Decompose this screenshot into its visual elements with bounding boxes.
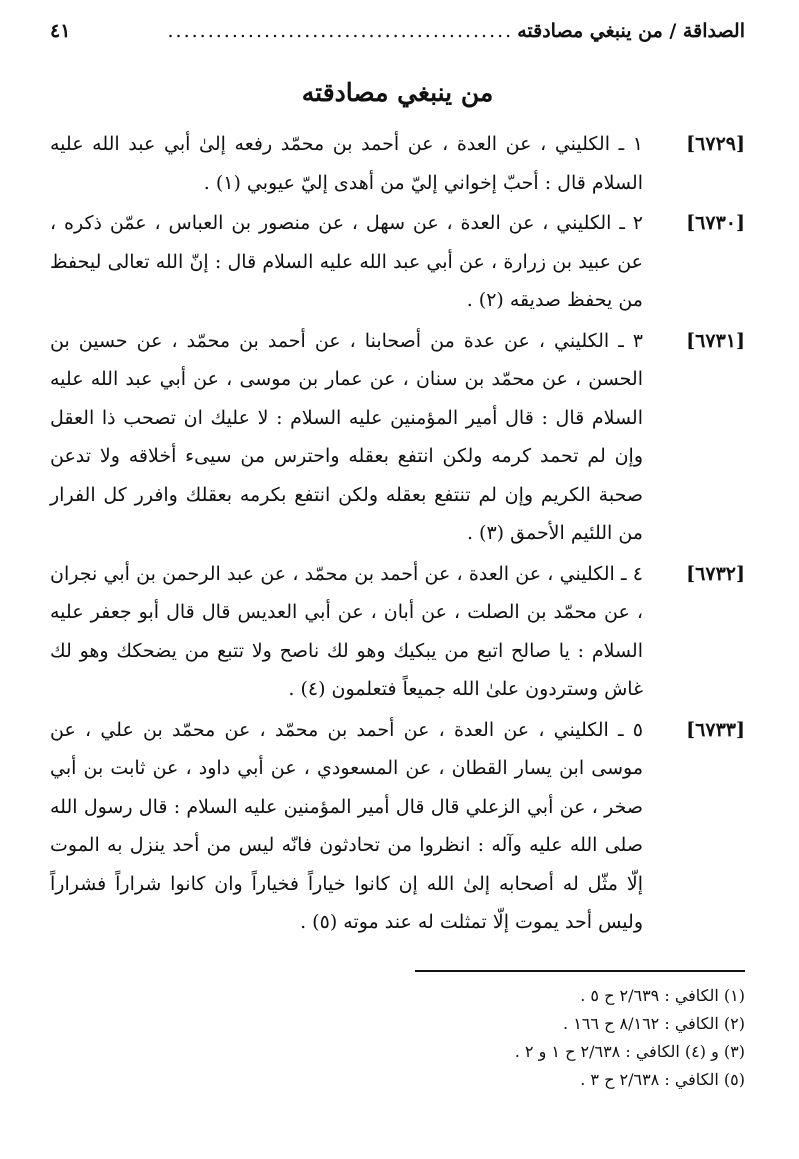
hadith-number: [٦٧٣٣] (686, 718, 745, 741)
hadith-text: ٢ ـ الكليني ، عن العدة ، عن سهل ، عن منصور بن العباس ، عمّن ذكره ، عن عبيد بن زرارة ، عن أبي عبد الله عليه السلام قال : إنّ الله تعالى ليحفظ من يحفظ صديقه (٢) . (50, 212, 643, 311)
running-head-leader-dots: ........................................... (167, 20, 514, 42)
hadith-number: [٦٧٣٠] (686, 212, 745, 234)
running-head-title: الصداقة / من ينبغي مصادقته (517, 20, 745, 42)
hadith-entry (50, 555, 745, 709)
running-head (50, 20, 745, 52)
hadith-number: [٦٧٣١] (686, 329, 745, 352)
hadith-text: ١ ـ الكليني ، عن العدة ، عن أحمد بن محمّد رفعه إلىٰ أبي عبد الله عليه السلام قال : أحبّ إخواني إليّ من أهدى إليّ عيوبي (١) . (50, 133, 643, 194)
hadith-text: ٥ ـ الكليني ، عن العدة ، عن أحمد بن محمّد ، عن محمّد بن علي ، عن موسى ابن يسار القطان ، عن المسعودي ، عن أبي داود ، عن ثابت بن أبي صخر ، عن أبي الزعلي قال قال أمير المؤمنين عليه السلام : قال رسول الله صلى الله عليه وآله : انظروا من تحادثون فانّه ليس من أحد ينزل به الموت إلّا مثّل له أصحابه إلىٰ الله إن كانوا خياراً فخياراً وان كانوا شراراً فشراراً وليس أحد يموت إلّا تمثلت له عند موته (٥) . (50, 718, 643, 933)
footnote: (١) الكافي : ٢/٦٣٩ ح ٥ . (580, 985, 745, 1005)
footnote: (٢) الكافي : ٨/١٦٢ ح ١٦٦ . (563, 1013, 745, 1033)
hadith-entry (50, 322, 745, 553)
footnote: (٥) الكافي : ٢/٦٣٨ ح ٣ . (580, 1069, 745, 1089)
hadith-entry (50, 125, 745, 202)
footnote-divider (415, 970, 745, 972)
book-page (50, 20, 745, 1140)
hadith-number: [٦٧٣٢] (686, 562, 745, 585)
hadith-text: ٤ ـ الكليني ، عن العدة ، عن أحمد بن محمّد ، عن عبد الرحمن بن أبي نجران ، عن محمّد بن الصلت ، عن أبان ، عن أبي العديس قال قال أبو جعفر عليه السلام : يا صالح اتبع من يبكيك وهو لك ناصح ولا تتبع من يضحكك وهو لك غاش وستردون علىٰ الله جميعاً فتعلمون (٤) . (50, 562, 643, 700)
hadith-text: ٣ ـ الكليني ، عن عدة من أصحابنا ، عن أحمد بن محمّد ، عن حسين بن الحسن ، عن محمّد بن سنان ، عن عمار بن موسى ، عن أبي عبد الله عليه السلام قال : قال أمير المؤمنين عليه السلام : لا عليك ان تصحب ذا العقل وإن لم تحمد كرمه ولكن انتفع بعقله واحترس من سيىء أخلاقه ولا تدعن صحبة الكريم وإن لم تنتفع بعقله ولكن انتفع بكرمه بعقلك وافرر كل الفرار من اللئيم الأحمق (٣) . (50, 329, 643, 544)
hadith-entry (50, 711, 745, 942)
page-number: ٤١ (50, 20, 71, 42)
chapter-title: من ينبغي مصادقته (301, 78, 494, 107)
footnote: (٣) و (٤) الكافي : ٢/٦٣٨ ح ١ و ٢ . (514, 1041, 745, 1061)
hadith-number: [٦٧٢٩] (686, 133, 745, 155)
hadith-entry (50, 204, 745, 320)
footnotes (50, 982, 745, 1094)
